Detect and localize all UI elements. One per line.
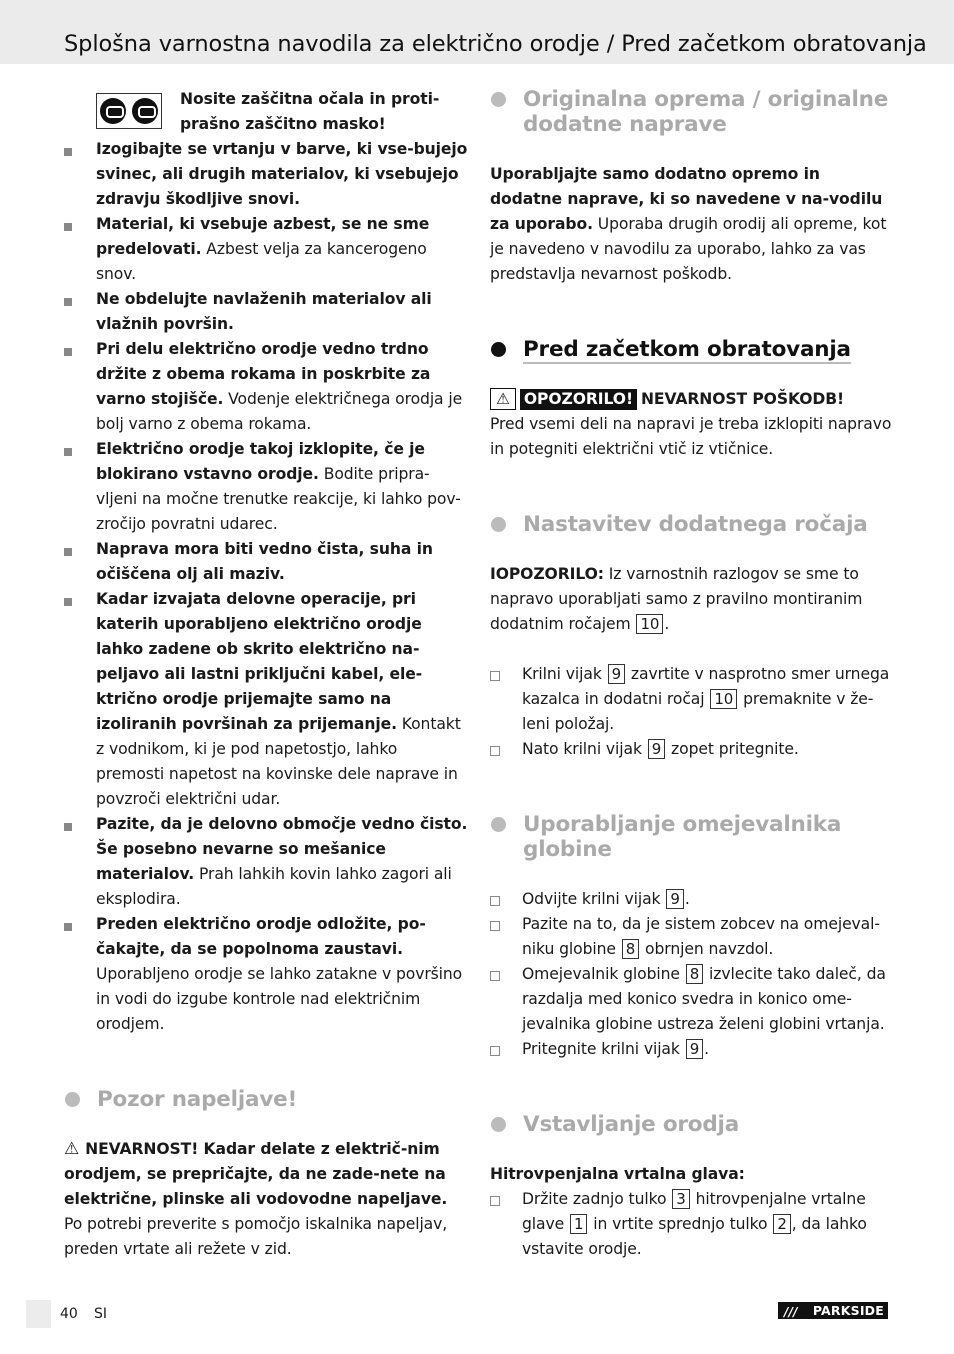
ref-number: 9 (608, 664, 625, 684)
square-bullet-icon (64, 548, 72, 556)
bullet-dot-icon (491, 342, 506, 357)
ref-number: 3 (672, 1189, 689, 1209)
list-item: Naprava mora biti vedno čista, suha in očiščena olj ali maziv. (64, 537, 469, 587)
ppe-notice (64, 87, 469, 137)
list-item: Pazite, da je delovno območje vedno čisto. Še posebno nevarne so mešanice materialov. Prah lahkih kovin lahko zagori ali eksplodira. (64, 812, 469, 912)
square-bullet-icon (64, 923, 72, 931)
warning-triangle-icon: ⚠ (64, 1139, 80, 1159)
section-pozor-napeljave: Pozor napeljave! (64, 1087, 469, 1112)
checkbox-bullet-icon (490, 921, 500, 931)
checkbox-bullet-icon (490, 971, 500, 981)
list-item: Ne obdelujte navlaženih materialov ali vlažnih površin. (64, 287, 469, 337)
square-bullet-icon (64, 598, 72, 606)
list-item: Preden električno orodje odložite, po-čakajte, da se popolnoma zaustavi. Uporabljeno orodje se lahko zatakne v površino in vodi do izgube kontrole nad električnim orodjem. (64, 912, 469, 1037)
page-language: SI (94, 1306, 108, 1322)
left-column (64, 87, 469, 1262)
nevarnost-label: NEVARNOST POŠKODB! (640, 390, 845, 408)
ppe-line1: Nosite zaščitna očala in proti- (180, 90, 440, 108)
section-dodatni-rocaj: Nastavitev dodatnega ročaja (490, 512, 895, 537)
dust-mask-icon (132, 98, 158, 124)
checkbox-bullet-icon (490, 746, 500, 756)
vstav-step-1: Držite zadnjo tulko 3 hitrovpenjalne vrtalne glave 1 in vrtite sprednjo tulko 2 , da lahko vstavite orodje. (490, 1187, 895, 1262)
bullet-dot-icon (491, 1117, 506, 1132)
brand-logo: /// PARKSIDE (778, 1302, 888, 1319)
square-bullet-icon (64, 148, 72, 156)
rocaj-paragraph: IOPOZORILO: Iz varnostnih razlogov se sme to napravo uporabljati samo z pravilno montiranim dodatnim ročajem 10 . (490, 565, 863, 633)
logo-stripes-icon: /// (784, 1305, 798, 1319)
ppe-icon (96, 93, 162, 129)
square-bullet-icon (64, 348, 72, 356)
ref-number: 2 (773, 1214, 790, 1234)
omej-step-1: Odvijte krilni vijak 9 . (490, 887, 895, 912)
list-item: Kadar izvajata delovne operacije, pri katerih uporabljeno električno orodje lahko zadene ob skrito električno na-peljavo ali lastni priključni kabel, ele-ktrično orodje prijemajte samo na izoliranih površinah za prijemanje. Kontakt z vodnikom, ki je pod napetostjo, lahko premosti napetost na kovinske dele naprave in povzroči električni udar. (64, 587, 469, 812)
section-omejevalnik: Uporabljanje omejevalnika globine (490, 812, 895, 862)
ref-number: 9 (686, 1039, 703, 1059)
square-bullet-icon (64, 298, 72, 306)
right-column (490, 87, 895, 1262)
checkbox-bullet-icon (490, 896, 500, 906)
rocaj-step-2: Nato krilni vijak 9 zopet pritegnite. (490, 737, 895, 762)
ref-number: 9 (666, 889, 683, 909)
square-bullet-icon (64, 823, 72, 831)
square-bullet-icon (64, 223, 72, 231)
bullet-dot-icon (491, 517, 506, 532)
ref-number: 10 (636, 614, 663, 634)
bullet-dot-icon (491, 92, 506, 107)
ref-number: 8 (686, 964, 703, 984)
section-pred-zacetkom: Pred začetkom obratovanja (490, 337, 895, 362)
safety-list (64, 137, 469, 1037)
footer-tab (26, 1300, 51, 1328)
omej-step-3: Omejevalnik globine 8 izvlecite tako daleč, da razdalja med konico svedra in konico ome-jevalnika globine ustreza želeni globini vrtanja. (490, 962, 895, 1037)
section-vstavljanje: Vstavljanje orodja (490, 1112, 895, 1137)
list-item: Izogibajte se vrtanju v barve, ki vse-bujejo svinec, ali drugih materialov, ki vsebujejo zdravju škodljive snovi. (64, 137, 469, 212)
page-number: 40 (60, 1306, 78, 1322)
list-item: Material, ki vsebuje azbest, se ne sme predelovati. Azbest velja za kancerogeno snov. (64, 212, 469, 287)
warning-line (490, 387, 895, 412)
checkbox-bullet-icon (490, 671, 500, 681)
ref-number: 8 (622, 939, 639, 959)
ref-number: 10 (710, 689, 737, 709)
checkbox-bullet-icon (490, 1046, 500, 1056)
bullet-dot-icon (491, 817, 506, 832)
ppe-line2: prašno zaščitno masko! (180, 115, 386, 133)
goggles-icon (100, 98, 126, 124)
vstav-subheading: Hitrovpenjalna vrtalna glava: (490, 1165, 745, 1183)
rocaj-step-1: Krilni vijak 9 zavrtite v nasprotno smer urnega kazalca in dodatni ročaj 10 premaknite v že-leni položaj. (490, 662, 895, 737)
ref-number: 9 (648, 739, 665, 759)
checkbox-bullet-icon (490, 1196, 500, 1206)
omej-step-4: Pritegnite krilni vijak 9 . (490, 1037, 895, 1062)
omej-step-2: Pazite na to, da je sistem zobcev na omejeval-niku globine 8 obrnjen navzdol. (490, 912, 895, 962)
pred-paragraph: Pred vsemi deli na napravi je treba izklopiti napravo in potegniti električni vtič iz vtičnice. (490, 415, 892, 458)
opozorilo-label: OPOZORILO! (520, 389, 637, 410)
warning-triangle-icon: ⚠ (490, 388, 516, 410)
page-title: Splošna varnostna navodila za električno orodje / Pred začetkom obratovanja (64, 31, 927, 57)
bullet-dot-icon (65, 1092, 80, 1107)
square-bullet-icon (64, 448, 72, 456)
danger-paragraph: ⚠ NEVARNOST! Kadar delate z električ-nim orodjem, se prepričajte, da ne zade-nete na električne, plinske ali vodovodne napeljave. Po potrebi preverite s pomočjo iskalnika napeljav, preden vrtate ali režete v zid. (64, 1139, 448, 1258)
ref-number: 1 (570, 1214, 587, 1234)
list-item: Električno orodje takoj izklopite, če je blokirano vstavno orodje. Bodite pripra-vljeni na močne trenutke reakcije, ki lahko pov-zročijo povratni udarec. (64, 437, 469, 537)
page-header (0, 0, 954, 64)
list-item: Pri delu električno orodje vedno trdno držite z obema rokama in poskrbite za varno stojišče. Vodenje električnega orodja je bolj varno z obema rokama. (64, 337, 469, 437)
oprema-paragraph: Uporabljajte samo dodatno opremo in dodatne naprave, ki so navedene v na-vodilu za uporabo. Uporaba drugih orodij ali opreme, kot je navedeno v navodilu za uporabo, lahko za vas predstavlja nevarnost poškodb. (490, 165, 887, 283)
section-originalna-oprema: Originalna oprema / originalne dodatne naprave (490, 87, 895, 137)
